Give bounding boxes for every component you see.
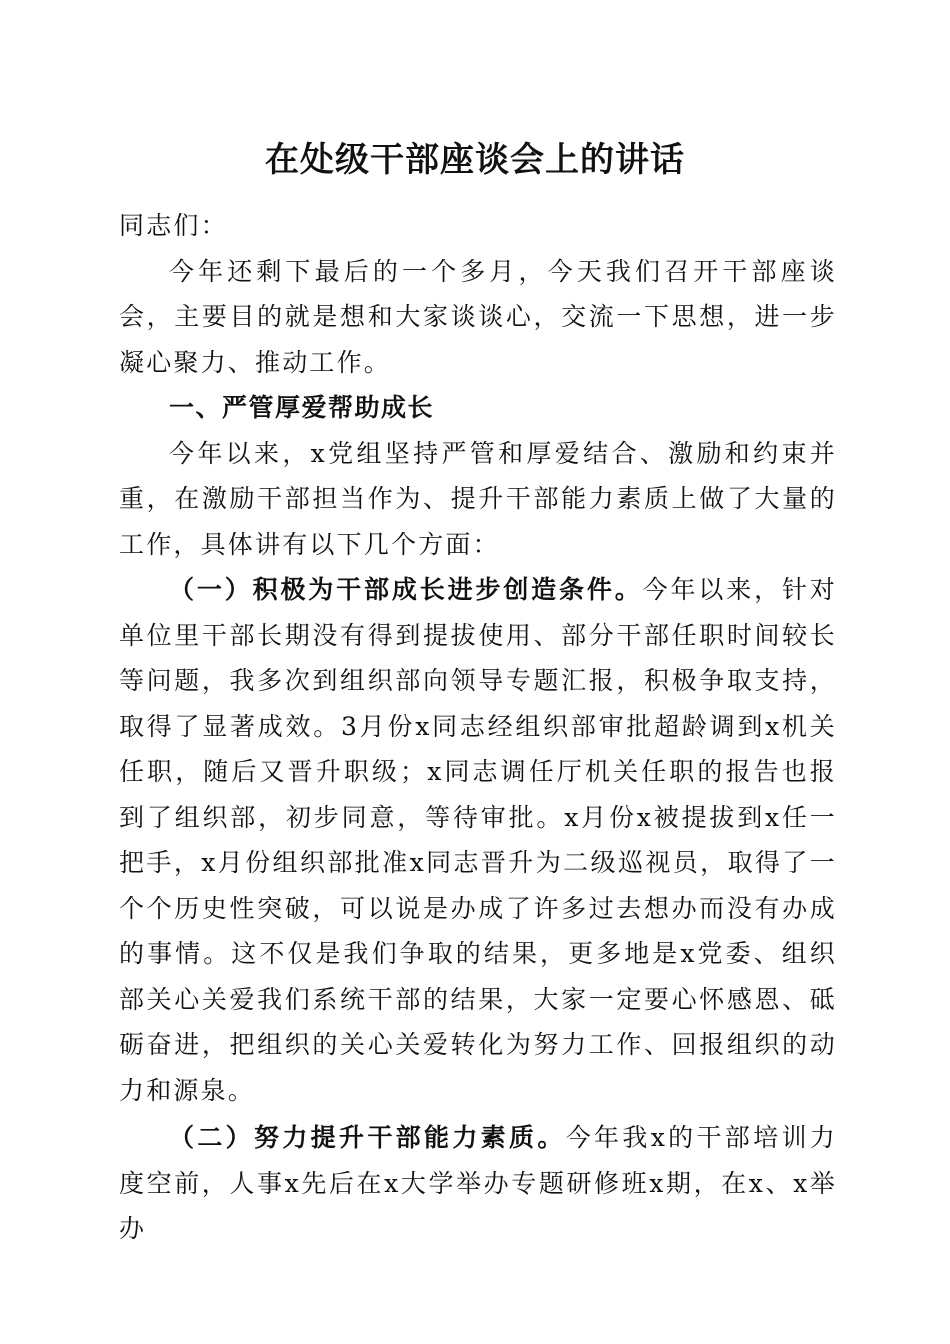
point-two-text: 今年我x的干部培训力度空前，人事x先后在x大学举办专题研修班x期，在x、x举办 (119, 1123, 837, 1243)
document-title: 在处级干部座谈会上的讲话 (265, 140, 685, 180)
point-one-paragraph (119, 567, 837, 1113)
section-intro-paragraph: 今年以来，x党组坚持严管和厚爱结合、激励和约束并重，在激励干部担当作为、提升干部能力素质上做了大量的工作，具体讲有以下几个方面： (119, 438, 837, 559)
document-body (119, 203, 837, 1252)
salutation: 同志们： (119, 211, 228, 240)
point-two-lead: （二）努力提升干部能力素质。 (169, 1123, 566, 1152)
intro-paragraph: 今年还剩下最后的一个多月，今天我们召开干部座谈会，主要目的就是想和大家谈谈心，交流一下思想，进一步凝心聚力、推动工作。 (119, 256, 837, 377)
point-one-text: 今年以来，针对单位里干部长期没有得到提拔使用、部分干部任职时间较长等问题，我多次到组织部向领导专题汇报，积极争取支持，取得了显著成效。3月份x同志经组织部审批超龄调到x机关任职，随后又晋升职级；x同志调任厅机关任职的报告也报到了组织部，初步同意，等待审批。x月份x被提拔到x任一把手，x月份组织部批准x同志晋升为二级巡视员，取得了一个个历史性突破，可以说是办成了许多过去想办而没有办成的事情。这不仅是我们争取的结果，更多地是x党委、组织部关心关爱我们系统干部的结果，大家一定要心怀感恩、砥砺奋进，把组织的关心关爱转化为努力工作、回报组织的动力和源泉。 (119, 575, 838, 1105)
point-one-lead: （一）积极为干部成长进步创造条件。 (169, 575, 643, 604)
point-two-paragraph (119, 1115, 837, 1252)
section-heading: 一、严管厚爱帮助成长 (169, 393, 435, 422)
